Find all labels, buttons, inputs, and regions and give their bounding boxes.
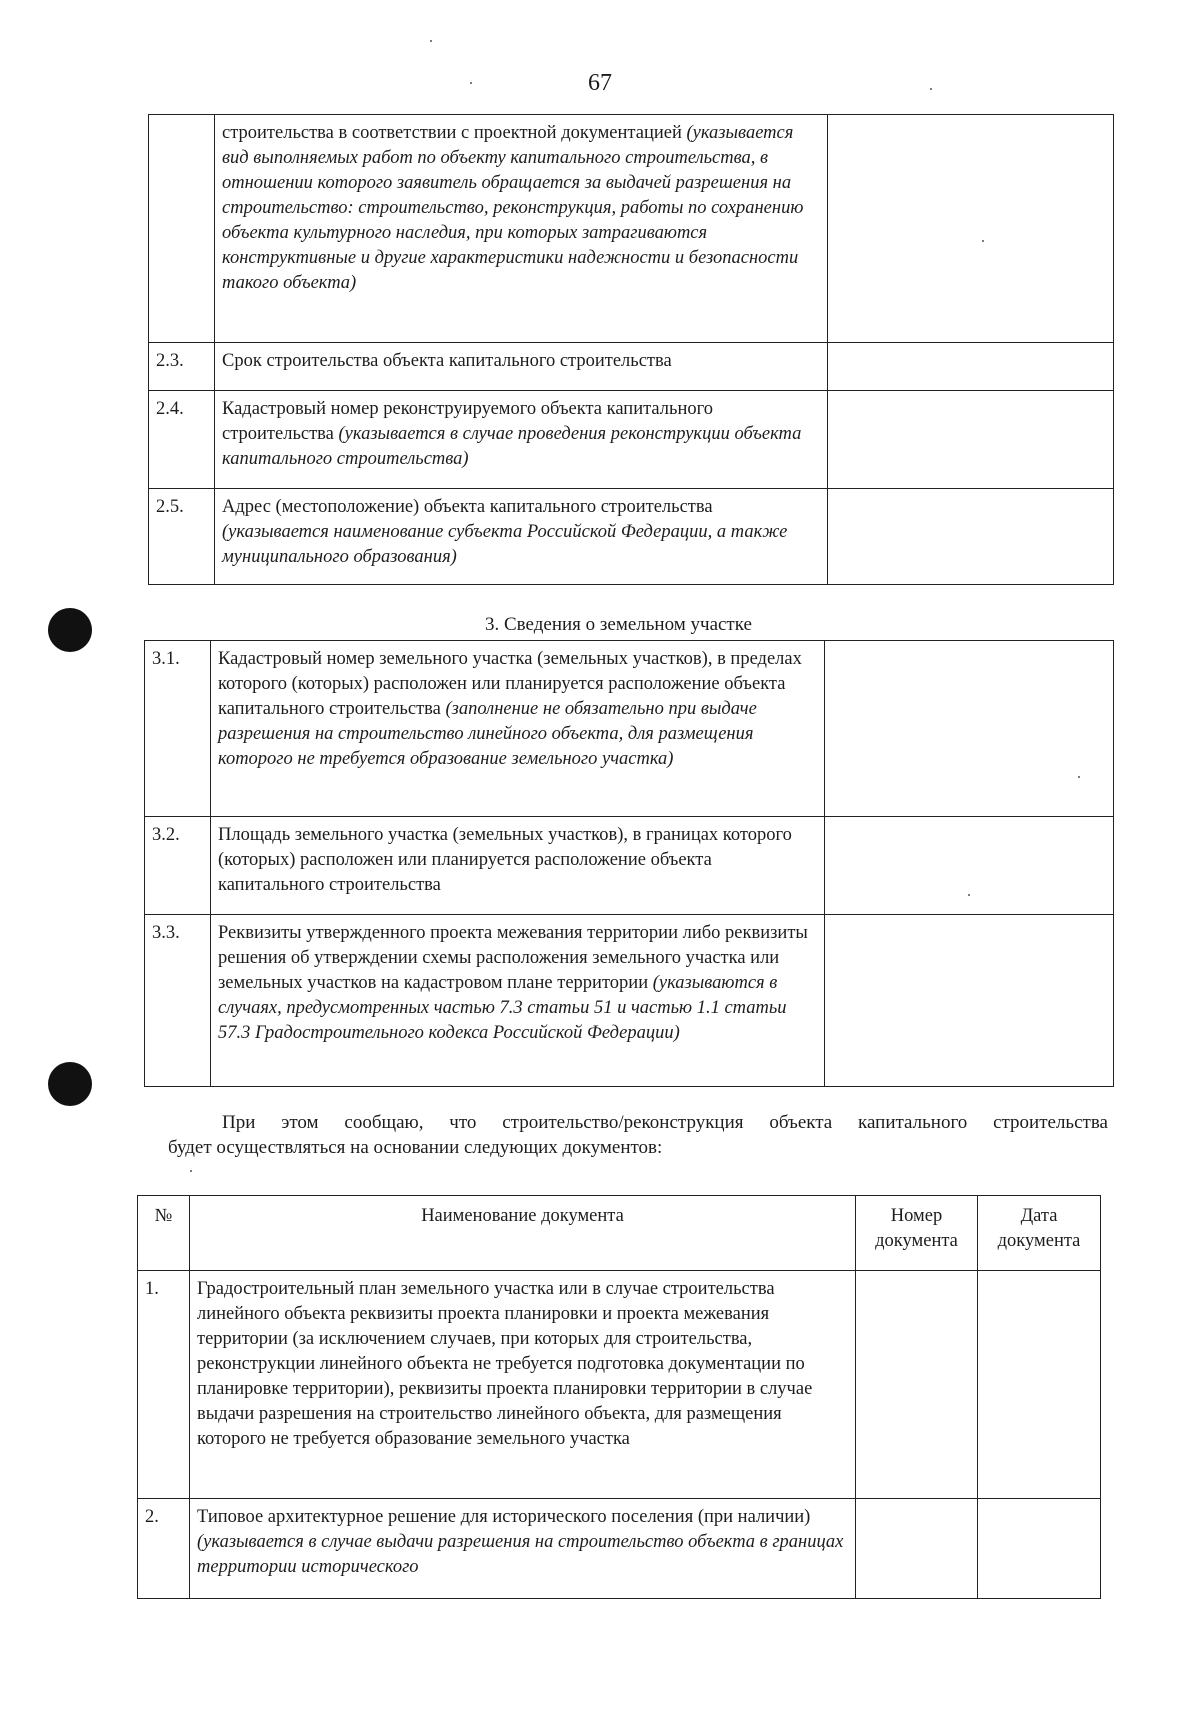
row-description bbox=[190, 1271, 856, 1499]
row-value-field[interactable] bbox=[825, 817, 1114, 915]
table-header-row bbox=[138, 1196, 1101, 1271]
statement-paragraph bbox=[168, 1110, 1108, 1160]
scan-speck bbox=[1078, 776, 1080, 778]
table-row bbox=[149, 391, 1114, 489]
row-value-field[interactable] bbox=[828, 489, 1114, 585]
row-note: (указывается вид выполняемых работ по объекту капитального строительства, в отношении которого заявитель обращается за выдачей разрешения на строительство: строительство, реконструкция, работы по сохранению объекта культурного наследия, при которых затрагиваются конструктивные и другие характеристики надежности и безопасности такого объекта) bbox=[222, 123, 804, 293]
row-note: (заполнение не обязательно при выдаче разрешения на строительство линейного объекта, для размещения которого не требуется образование земельного участка) bbox=[218, 699, 757, 769]
row-note: (указывается наименование субъекта Российской Федерации, а также муниципального образования) bbox=[222, 522, 788, 567]
row-value-field[interactable] bbox=[825, 915, 1114, 1087]
scan-speck bbox=[968, 894, 970, 896]
header-number: № bbox=[138, 1196, 190, 1271]
row-text: Кадастровый номер земельного участка (земельных участков), в пределах которого (которых) расположен или планируется расположение объекта капитального строительства bbox=[218, 649, 802, 719]
row-number: 1. bbox=[138, 1271, 190, 1499]
scan-speck bbox=[982, 240, 984, 242]
row-description bbox=[211, 641, 825, 817]
row-number: 2.3. bbox=[149, 343, 215, 391]
row-text: Типовое архитектурное решение для исторического поселения (при наличии) bbox=[197, 1507, 811, 1527]
row-value-field[interactable] bbox=[825, 641, 1114, 817]
row-description bbox=[215, 115, 828, 343]
documents-table bbox=[137, 1195, 1101, 1599]
row-description bbox=[211, 915, 825, 1087]
table-row bbox=[145, 641, 1114, 817]
header-document-name: Наименование документа bbox=[190, 1196, 856, 1271]
table-row bbox=[145, 817, 1114, 915]
row-text: Площадь земельного участка (земельных участков), в границах которого (которых) расположен или планируется расположение объекта капитального строительства bbox=[218, 825, 792, 895]
page-number: 67 bbox=[588, 70, 612, 96]
document-number-field[interactable] bbox=[856, 1271, 978, 1499]
header-document-date: Дата документа bbox=[978, 1196, 1101, 1271]
row-value-field[interactable] bbox=[828, 115, 1114, 343]
punch-hole-top bbox=[48, 608, 92, 652]
row-value-field[interactable] bbox=[828, 343, 1114, 391]
row-description bbox=[215, 489, 828, 585]
row-text: Градостроительный план земельного участка или в случае строительства линейного объекта реквизиты проекта планировки и проекта межевания территории (за исключением случаев, при которых для строительства, реконструкции линейного объекта не требуется подготовка документации по планировке территории), реквизиты проекта планировки территории в случае выдачи разрешения на строительство линейного объекта, для размещения которого не требуется образование земельного участка bbox=[197, 1279, 813, 1449]
row-number: 3.1. bbox=[145, 641, 211, 817]
row-note: (указывается в случае выдачи разрешения на строительство объекта в границах территории исторического bbox=[197, 1532, 844, 1577]
object-info-table bbox=[148, 114, 1114, 585]
table-row bbox=[138, 1499, 1101, 1599]
row-text: Кадастровый номер реконструируемого объекта капитального строительства bbox=[222, 399, 713, 444]
document-date-field[interactable] bbox=[978, 1271, 1101, 1499]
row-description bbox=[215, 391, 828, 489]
row-text: Срок строительства объекта капитального строительства bbox=[222, 351, 672, 371]
document-date-field[interactable] bbox=[978, 1499, 1101, 1599]
row-description bbox=[211, 817, 825, 915]
row-note: (указываются в случаях, предусмотренных частью 7.3 статьи 51 и частью 1.1 статьи 57.3 Градостроительного кодекса Российской Федерации) bbox=[218, 973, 787, 1043]
table-row bbox=[149, 115, 1114, 343]
table-row bbox=[138, 1271, 1101, 1499]
header-document-number: Номер документа bbox=[856, 1196, 978, 1271]
table-row bbox=[149, 489, 1114, 585]
scan-speck bbox=[930, 88, 932, 90]
row-text: Адрес (местоположение) объекта капитального строительства bbox=[222, 497, 713, 517]
section-title: 3. Сведения о земельном участке bbox=[485, 614, 752, 635]
punch-hole-bottom bbox=[48, 1062, 92, 1106]
row-number: 2.4. bbox=[149, 391, 215, 489]
statement-line-2: будет осуществляться на основании следующих документов: bbox=[168, 1137, 663, 1158]
row-number: 3.2. bbox=[145, 817, 211, 915]
row-note: (указывается в случае проведения реконструкции объекта капитального строительства) bbox=[222, 424, 802, 469]
row-number: 2.5. bbox=[149, 489, 215, 585]
scan-speck bbox=[190, 1170, 192, 1172]
row-text: строительства в соответствии с проектной документацией bbox=[222, 123, 682, 143]
row-number: 3.3. bbox=[145, 915, 211, 1087]
table-row bbox=[145, 915, 1114, 1087]
row-description bbox=[215, 343, 828, 391]
statement-line-1: При этом сообщаю, что строительство/реконструкция объекта капитального строительства bbox=[222, 1112, 1108, 1133]
table-row bbox=[149, 343, 1114, 391]
row-number: 2. bbox=[138, 1499, 190, 1599]
row-value-field[interactable] bbox=[828, 391, 1114, 489]
document-number-field[interactable] bbox=[856, 1499, 978, 1599]
row-text: Реквизиты утвержденного проекта межевания территории либо реквизиты решения об утверждении схемы расположения земельного участка или земельных участков на кадастровом плане территории bbox=[218, 923, 808, 993]
row-number bbox=[149, 115, 215, 343]
scan-speck bbox=[430, 40, 432, 42]
scan-speck bbox=[470, 82, 472, 84]
row-description bbox=[190, 1499, 856, 1599]
land-plot-table bbox=[144, 640, 1114, 1087]
